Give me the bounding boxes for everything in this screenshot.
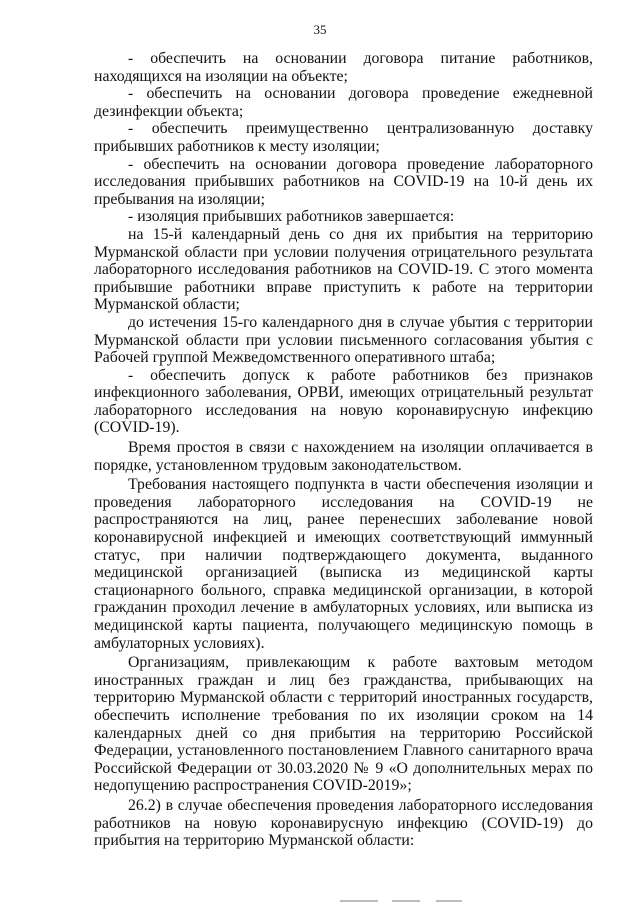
scan-edge-marks — [0, 898, 640, 905]
paragraph-6: на 15-й календарный день со дня их прибытия на территорию Мурманской области при условии получения отрицательного результата лабораторного исследования работников на COVID-19. С этого момента прибывшие работники вправе приступить к работе на территории Мурманской области; — [94, 225, 593, 314]
paragraph-4: - обеспечить на основании договора проведение лабораторного исследования прибывших работников на COVID-19 на 10-й день их пребывания на изоляции; — [94, 155, 593, 208]
paragraph-8: - обеспечить допуск к работе работников без признаков инфекционного заболевания, ОРВИ, имеющих отрицательный результат лабораторного исследования на новую коронавирусную инфекцию (COVID-19). — [94, 366, 593, 437]
document-body — [94, 50, 593, 850]
scan-mark — [392, 900, 420, 902]
paragraph-3: - обеспечить преимущественно централизованную доставку прибывших работников к месту изоляции; — [94, 120, 593, 155]
paragraph-1: - обеспечить на основании договора питание работников, находящихся на изоляции на объекте; — [94, 50, 593, 85]
paragraph-9: Время простоя в связи с нахождением на изоляции оплачивается в порядке, установленном трудовым законодательством. — [94, 439, 593, 474]
paragraph-10: Требования настоящего подпункта в части обеспечения изоляции и проведения лабораторного исследования на COVID-19 не распространяются на лиц, ранее перенесших заболевание новой коронавирусной инфекцией и имеющих соответствующий иммунный статус, при наличии подтверждающего документа, выданного медицинской организацией (выписка из медицинской карты стационарного больного, справка медицинской организации, в которой гражданин проходил лечение в амбулаторных условиях, или выписка из медицинской карты пациента, получающего медицинскую помощь в амбулаторных условиях). — [94, 476, 593, 652]
scan-mark — [340, 900, 378, 902]
page-number: 35 — [313, 22, 327, 37]
paragraph-5: - изоляция прибывших работников завершается: — [128, 208, 455, 226]
scan-mark — [436, 900, 462, 902]
paragraph-7: до истечения 15-го календарного дня в случае убытия с территории Мурманской области при условии письменного согласования убытия с Рабочей группой Межведомственного оперативного штаба; — [94, 313, 593, 367]
paragraph-12: 26.2) в случае обеспечения проведения лабораторного исследования работников на новую коронавирусную инфекцию (COVID-19) до прибытия на территорию Мурманской области: — [94, 796, 593, 850]
paragraph-2: - обеспечить на основании договора проведение ежедневной дезинфекции объекта; — [94, 85, 593, 120]
paragraph-11: Организациям, привлекающим к работе вахтовым методом иностранных граждан и лиц без гражданства, прибывающих на территорию Мурманской области с территорий иностранных государств, обеспечить исполнение требования по их изоляции сроком на 14 календарных дней со дня прибытия на территорию Российской Федерации, установленного постановлением Главного санитарного врача Российской Федерации от 30.03.2020 № 9 «О дополнительных мерах по недопущению распространения COVID-2019»; — [94, 654, 593, 795]
